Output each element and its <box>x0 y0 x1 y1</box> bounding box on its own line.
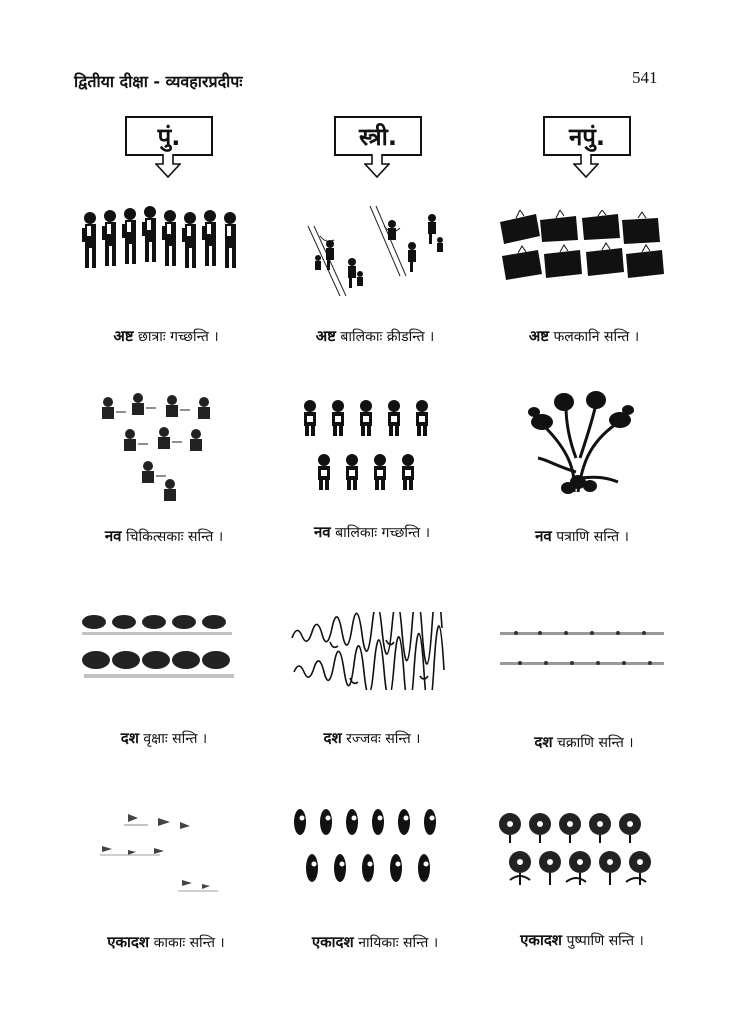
caption-8-girls-playing <box>275 326 475 346</box>
page-number: 541 <box>632 68 658 87</box>
eleven-crows-illustration <box>98 804 222 896</box>
caption-number: एकादश <box>520 931 563 949</box>
caption-text: पत्राणि सन्ति । <box>556 529 629 545</box>
caption-number: नव <box>104 527 122 545</box>
gender-label-masculine: पुं. <box>125 116 213 156</box>
eleven-flowers-illustration <box>496 810 666 890</box>
caption-text: नायिकाः सन्ति । <box>358 935 439 951</box>
caption-number: एकादश <box>311 933 354 951</box>
nine-leaves-illustration <box>526 388 638 500</box>
down-arrow-icon <box>155 154 181 178</box>
caption-text: चिकित्सकाः सन्ति । <box>125 529 224 545</box>
gender-label-neuter: नपुं. <box>543 116 631 156</box>
caption-number: अष्ट <box>113 327 134 345</box>
chapter-title: द्वितीया दीक्षा - व्यवहारप्रदीपः <box>74 72 243 91</box>
caption-text: चक्राणि सन्ति । <box>557 735 634 751</box>
caption-11-crows <box>66 932 266 952</box>
caption-text: बालिकाः गच्छन्ति । <box>335 525 431 541</box>
caption-number: दश <box>120 729 139 747</box>
nine-doctors-illustration <box>96 388 224 506</box>
caption-number: एकादश <box>107 933 150 951</box>
down-arrow-icon <box>364 154 390 178</box>
caption-8-blackboards <box>484 326 684 346</box>
caption-text: रज्जवः सन्ति । <box>346 731 421 747</box>
caption-number: अष्ट <box>528 327 550 345</box>
caption-number: नव <box>535 527 552 545</box>
eleven-heroines-illustration <box>292 808 452 892</box>
caption-number: अष्ट <box>315 327 336 345</box>
caption-number: दश <box>323 729 342 747</box>
nine-girls-walking-illustration <box>300 400 444 500</box>
caption-11-flowers <box>482 930 682 950</box>
caption-9-girls-walking <box>272 522 472 542</box>
caption-text: काकाः सन्ति । <box>153 935 225 951</box>
ten-wheels-illustration <box>498 624 666 672</box>
caption-text: छात्राः गच्छन्ति । <box>138 329 219 345</box>
caption-text: फलकानि सन्ति । <box>553 329 640 345</box>
ten-trees-illustration <box>80 608 236 694</box>
caption-8-students <box>66 326 266 346</box>
caption-11-heroines <box>275 932 475 952</box>
eight-girls-playing-illustration <box>300 196 452 300</box>
caption-10-trees <box>64 728 264 748</box>
caption-number: नव <box>313 523 331 541</box>
gender-masculine <box>125 116 217 178</box>
down-arrow-icon <box>573 154 599 178</box>
gender-feminine <box>334 116 426 178</box>
caption-text: पुष्पाणि सन्ति । <box>566 933 644 949</box>
eight-students-walking-illustration <box>78 200 240 290</box>
gender-label-feminine: स्त्री. <box>334 116 422 156</box>
caption-text: वृक्षाः सन्ति । <box>143 731 208 747</box>
caption-10-ropes <box>272 728 472 748</box>
ten-ropes-illustration <box>290 612 452 690</box>
caption-text: बालिकाः क्रीडन्ति । <box>340 329 435 345</box>
caption-number: दश <box>534 733 553 751</box>
caption-9-leaves <box>482 526 682 546</box>
gender-neuter <box>543 116 635 178</box>
eight-blackboards-illustration <box>498 210 666 286</box>
caption-10-wheels <box>484 732 684 752</box>
caption-9-doctors <box>64 526 264 546</box>
